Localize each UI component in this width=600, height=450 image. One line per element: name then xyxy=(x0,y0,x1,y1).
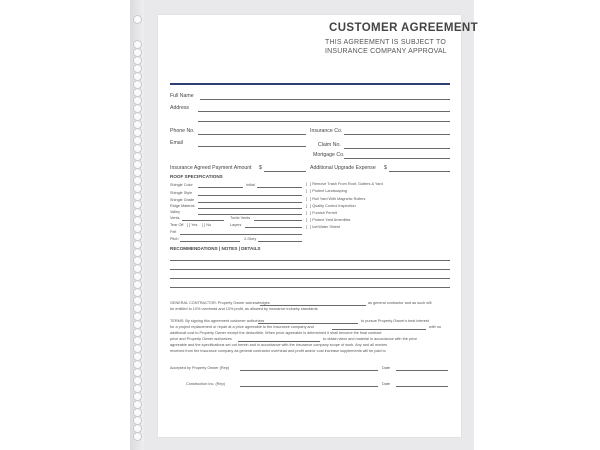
initial-label: Initial xyxy=(246,183,255,187)
shingle-grade-line[interactable] xyxy=(198,202,302,203)
contractor-signature-line[interactable] xyxy=(240,386,378,387)
checklist-item[interactable]: [ ] Roll Yard With Magnetic Rollers xyxy=(306,197,366,201)
terms-name-line-1[interactable] xyxy=(258,323,358,324)
insurance-co-line[interactable] xyxy=(344,134,450,135)
felt-line[interactable] xyxy=(180,234,302,235)
ins-payment-label: Insurance Agreed Payment Amount xyxy=(170,165,252,171)
punch-hole xyxy=(133,15,142,24)
email-label: Email xyxy=(170,140,183,146)
checklist-item[interactable]: [ ] Furnish Permit xyxy=(306,211,337,215)
agreement-page xyxy=(158,15,479,437)
owner-signature-label: Accepted by Property Owner (Rep) xyxy=(170,366,230,370)
mortgage-co-label: Mortgage Co. xyxy=(313,152,345,158)
full-name-label: Full Name xyxy=(170,93,194,99)
turtle-vents-line[interactable] xyxy=(254,220,302,221)
full-name-line[interactable] xyxy=(200,99,450,100)
claim-no-line[interactable] xyxy=(344,148,450,149)
punch-hole xyxy=(133,432,142,441)
roof-spec-heading: ROOF SPECIFICATIONS xyxy=(170,174,223,179)
ins-payment-dollar: $ xyxy=(259,165,262,171)
address-label: Address xyxy=(170,105,190,111)
gc-text-1b: as general contractor and as such will xyxy=(368,301,432,305)
gc-text-2: be entitled to 10% overhead and 10% profit, as allowed by insurance industry standards. xyxy=(170,307,319,311)
shingle-color-label: Shingle Color xyxy=(170,183,193,187)
checklist-item[interactable]: [ ] Remove Trash From Roof, Gutters & Yard xyxy=(306,182,383,186)
vents-line[interactable] xyxy=(182,220,224,221)
felt-label: Felt xyxy=(170,230,177,234)
checklist-item[interactable]: [ ] Ice/Water Shield xyxy=(306,225,340,229)
ridge-line[interactable] xyxy=(198,208,302,209)
subtitle-line-2: INSURANCE COMPANY APPROVAL xyxy=(325,48,447,55)
terms-text-6: received from the insurance company as general contractor overhead and profit and/or cost increase supplements will be paid to xyxy=(170,349,386,353)
terms-text-1b: to pursue Property Owner's best interest xyxy=(361,319,429,323)
owner-date-label: Date xyxy=(382,366,391,370)
address-line-1[interactable] xyxy=(198,111,450,112)
notes-line[interactable] xyxy=(170,269,450,270)
layers-line[interactable] xyxy=(245,227,302,228)
owner-date-line[interactable] xyxy=(396,370,448,371)
pitch-label: Pitch xyxy=(170,237,179,241)
header-rule xyxy=(170,83,450,85)
checklist-item[interactable]: [ ] Protect Landscaping xyxy=(306,189,347,193)
terms-name-line-2[interactable] xyxy=(332,329,426,330)
owner-signature-line[interactable] xyxy=(240,370,378,371)
two-story-line[interactable] xyxy=(258,241,302,242)
phone-label: Phone No. xyxy=(170,128,195,134)
page-title: CUSTOMER AGREEMENT xyxy=(329,22,479,34)
valley-label: Valley xyxy=(170,210,181,214)
claim-no-label: Claim No. xyxy=(318,142,341,148)
notes-line[interactable] xyxy=(170,278,450,279)
gc-name-line[interactable] xyxy=(260,305,366,306)
subtitle-line-1: THIS AGREEMENT IS SUBJECT TO xyxy=(325,39,446,46)
terms-name-line-3[interactable] xyxy=(238,341,320,342)
notes-line[interactable] xyxy=(170,287,450,288)
initial-line[interactable] xyxy=(257,187,302,188)
terms-text-5: agreeable and the specifications set out herein and in accordance with the insurance company scope of work. Any and all monies xyxy=(170,343,388,347)
terms-text-2a: for a project replacement or repair at a price agreeable to the insurance company and xyxy=(170,325,314,329)
turtle-vents-label: Turtle Vents xyxy=(230,216,251,220)
email-line[interactable] xyxy=(198,146,306,147)
recommendations-heading: RECOMMENDATIONS | NOTES | DETAILS xyxy=(170,246,261,251)
layers-label: Layers xyxy=(230,223,242,227)
vents-label: Vents xyxy=(170,216,180,220)
mortgage-co-line[interactable] xyxy=(344,158,450,159)
shingle-style-line[interactable] xyxy=(198,195,302,196)
ridge-label: Ridge Material xyxy=(170,204,195,208)
tear-off-yes[interactable]: [ ] Yes xyxy=(187,223,198,227)
terms-text-2b: with no xyxy=(429,325,442,329)
terms-text-4a: price and Property Owner authorizes xyxy=(170,337,232,341)
terms-text-4b: to obtain labor and material in accordance with the price xyxy=(323,337,418,341)
upgrade-dollar: $ xyxy=(384,165,387,171)
gc-text-1a: GENERAL CONTRACTOR: Property Owner acknowledges xyxy=(170,301,270,305)
phone-line[interactable] xyxy=(198,134,306,135)
upgrade-label: Additional Upgrade Expense xyxy=(310,165,376,171)
upgrade-line[interactable] xyxy=(389,171,450,172)
terms-text-3: additional cost to Property Owner except the deductible. When price agreeable is determined it shall become the final contract xyxy=(170,331,382,335)
ins-payment-line[interactable] xyxy=(264,171,306,172)
shingle-color-line[interactable] xyxy=(198,187,243,188)
shingle-grade-label: Shingle Grade xyxy=(170,198,195,202)
contractor-date-label: Date xyxy=(382,382,391,386)
tear-off-label: Tear Off xyxy=(170,223,184,227)
insurance-co-label: Insurance Co. xyxy=(310,128,343,134)
contractor-signature-label: Construction Inc. (Rep) xyxy=(186,382,226,386)
terms-text-1a: TERMS: By signing this agreement customer authorizes xyxy=(170,319,265,323)
tear-off-no[interactable]: [ ] No xyxy=(202,223,212,227)
contractor-date-line[interactable] xyxy=(396,386,448,387)
two-story-label: 2-Story xyxy=(244,237,257,241)
pitch-line[interactable] xyxy=(180,241,240,242)
checklist-item[interactable]: [ ] Quality Control Inspection xyxy=(306,204,356,208)
notes-line[interactable] xyxy=(170,260,450,261)
checklist-item[interactable]: [ ] Protect Yard Amenities xyxy=(306,218,351,222)
valley-line[interactable] xyxy=(198,214,302,215)
shingle-style-label: Shingle Style xyxy=(170,191,193,195)
address-line-2[interactable] xyxy=(198,121,450,122)
